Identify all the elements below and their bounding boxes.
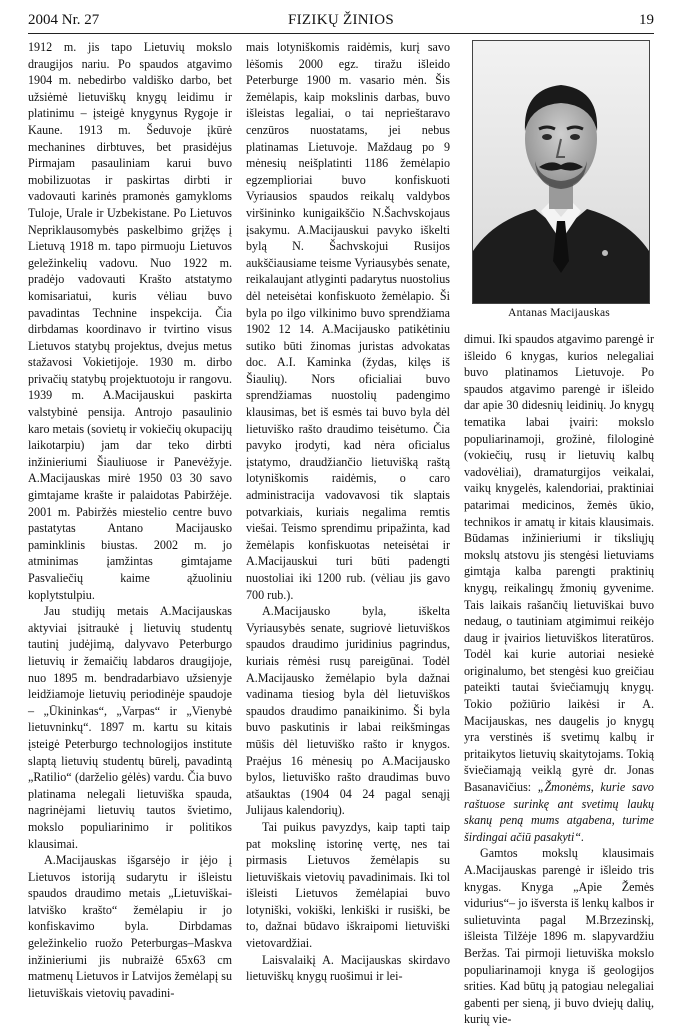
text-column-3 xyxy=(464,331,654,1028)
paragraph: A.Macijauskas išgarsėjo ir įėjo į Lietuvos istoriją sudarytu ir išleistu spaudos draudimo metais „Lietuviškai-latviško krašto“ žemėlapiu ir jo konfiskavimo byla. Dirbdamas geležinkelio ruožo Peterburgas–Maskva inžinieriumi jis nubraižė 65x63 cm matmenų Lietuvos ir Latvijos žemėlapį su lietuviškais vietovių pavadini- xyxy=(28,853,232,1000)
portrait-icon xyxy=(473,41,649,303)
photo-caption: Antanas Macijauskas xyxy=(508,307,610,319)
paragraph: Tai puikus pavyzdys, kaip tapti taip pat mokslinę istorinę vertę, nes tai pirmasis Lietuvos žemėlapis su lietuviškais vietovių pavadinimais. Iki tol išleisti Lietuvos žemėlapiai buvo lotyniški, vokiški, lenkiški ir rusiški, be to, dažnai būdavo iškraipomi lietuviški vietovardžiai. xyxy=(246,819,450,951)
header-rule xyxy=(28,33,654,34)
paragraph: mais lotyniškomis raidėmis, kurį savo lėšomis 2000 egz. tiražu išleido Peterburge 1900 m. vasario mėn. Šis žemėlapis, kaip mokslinis darbas, buvo išleistas legaliai, o tai neprieštaravo cenzūros nuostatams, jei nebus platinamas Lietuvoje. Maždaug po 9 mėnesių neišplatinti 1186 žemėlapio egzemplioriai buvo konfiskuoti Vyriausios spaudos reikalų valdybos viršininko kunigaikščio N.Šachvskojaus įsakymu. A.Macijauskui pavyko iškelti bylą N. Šachvskojui Rusijos aukščiausiame teisme Vyriausybės senate, reikalaujant atlyginti padarytus nuostolius dėl neteisėtai konfiskuoto žemėlapio. Ši byla po ilgo vilkinimo buvo sprendžiama 1902 12 14. A.Macijausko patikėtiniu sutiko būti žinomas juristas advokatas doc. A.I. Kaminka (žydas, kilęs iš Šiaulių). Nors oficialiai buvo sprendžiamas nuostolių padengimo klausimas, bet iš esmės tai buvo byla dėl lietuviško rašto draudimo teisėtumo. Čia pavyko įrodyti, kad nėra oficialus įstatymo, draudžiančio lietuvišką raštą lotyniškomis raidėmis, o caro administracija vadovavosi tik slaptais potvarkiais, kuriais negalima remtis viešai. Teismo sprendimu pripažinta, kad žemėlapis konfiskuotas neteisėtai ir A.Macijauskui turi būti padengti nuostoliai iki 1200 rub. (vėliau jis gavo 700 rub.). xyxy=(246,40,450,602)
page-header xyxy=(28,10,654,32)
paragraph: 1912 m. jis tapo Lietuvių mokslo draugijos nariu. Po spaudos atgavimo 1904 m. nebedirbo valdiško darbo, bet užsiėmė lietuviškų knygų leidimu ir platinimu – įsteigė knygynus Rygoje ir Kaune. 1913 m. Šeduvoje įkūrė mechanines dirbtuves, bet prasidėjus Pirmajam pasauliniam karui buvo mobilizuotas ir paskirtas dirbti ir vadovauti karinės pramonės gamykloms Tuloje, Urale ir Uzbekistane. Po Lietuvos Nepriklausomybės paskelbimo grįžęs į Lietuvą 1918 m. tapo pirmuoju Lietuvos geležinkelių vadovu. Nuo 1922 m. pradėjo vadovauti Krašto atstatymo komisariatui, kuris vėliau buvo pavadintas Technine inspekcija. Čia dirbdamas koordinavo ir tvirtino visus Lietuvos statybų projektus, dvejus metus stažavosi Vokietijoje. 1930 m. dirbo privačių statybų projektuotoju ir rangovu. 1939 m. A.Macijauskui paskirta valstybinė pensija. Antrojo pasaulinio karo metais (sovietų ir vokiečių okupacijų laikotarpiu) jam dar teko dirbti inžinieriumi Šiauliuose ir Panevėžyje. A.Macijauskas mirė 1950 03 30 savo gimtajame krašte ir palaidotas Pabiržėje. 2001 m. Pabiržės miestelio centre buvo pastatytas Antano Macijausko paminklinis biustas. 2002 m. jo atminimas įamžintas gimtajame Pasvaliečių kaime ąžuoliniu koplytstulpiu. xyxy=(28,40,232,602)
paragraph: Laisvalaikį A. Macijauskas skirdavo lietuviškų knygų ruošimui ir lei- xyxy=(246,952,450,984)
paragraph-text: dimui. Iki spaudos atgavimo parengė ir išleido 6 knygas, kurios nelegaliai buvo platinamos Lietuvoje. Po spaudos atgavimo parengė ir išleido dar apie 30 didesnių leidinių. Jo knygų tematika labai įvairi: mokslo populiarinamoji, grožinė, filologinė (vokiečių, rusų ir lietuvių kalbų vadovėliai), dramaturgijos veikalai, vaikų knygelės, kalendoriai, praktiniai patarimai medicinos, žemės ūkio, technikos ir amatų ir kitais klausimais. Būdamas inžinieriumi ir tiksliųjų mokslų atstovu jis stengėsi lietuviams gimtąja kalba parengti praktinių knygų, reikalingų žmonių gyvenime. Tais laikais rašančių lietuviškai buvo nedaug, o tautiniam atgimimui reikėjo daug ir įvairios lietuviškos literatūros. Todėl kai kurie autoriai nesiekė originalumo, bet stengėsi kuo greičiau pateikti tautai šviečiamųjų knygų. Tokio požiūrio laikėsi ir A. Macijauskas, nes daugelis jo knygų yra verstinės iš svetimų kalbų ir pritaikytos lietuvių skaitytojams. Tokią šviečiamąją veiklą gyrė dr. Jonas Basanavičius: xyxy=(464,332,654,795)
journal-title: FIZIKŲ ŽINIOS xyxy=(288,12,394,28)
quote: „Žmonėms, kurie savo raštuose surinkę ant svetimų laukų skanų peną mums atgabena, turime širdingai ačiū pasakyti“. xyxy=(464,780,654,844)
issue-number: 2004 Nr. 27 xyxy=(28,12,100,28)
portrait-photo xyxy=(472,40,650,304)
paragraph: Jau studijų metais A.Macijauskas aktyviai įsitraukė į lietuvių studentų tautinį judėjimą, dalyvavo Peterburgo lietuvių ir žemaičių labdaros draugijoje, nuo 1895 m. bendradarbiavo užsienyje leidžiamoje lietuvių periodinėje spaudoje – „Ūkininkas“, „Varpas“ ir „Vienybė lietuvninkų“. 1897 m. kartu su kitais įsteigė Peterburgo technologijos institute slaptą lietuvių studentų būrelį, pavadintą „Ratilio“ (darželio gėlės) vardu. Čia buvo platinama nelegali lietuviška spauda, nagrinėjami lietuvių tautos švietimo, mokslo populiarinimo ir politikos klausimai. xyxy=(28,604,232,851)
paragraph xyxy=(464,331,654,845)
paragraph: A.Macijausko byla, iškelta Vyriausybės senate, sugriovė lietuviškos spaudos draudimo juridinius pagrindus, kuriais rėmėsi rusų pareigūnai. Todėl A.Macijausko žemėlapio byla dažnai vadinama tiesiog byla dėl lietuviškos spaudos draudimo panaikinimo. Ši byla buvo paskutinis ir labai reikšmingas mūšis dėl lietuviško rašto ir knygos. Praėjus 16 mėnesių po A.Macijausko bylos, lietuviško rašto draudimas buvo atšauktas (1904 04 24 pagal senąjį Julijaus kalendorių). xyxy=(246,604,450,818)
page-number: 19 xyxy=(639,12,654,28)
paragraph: Gamtos mokslų klausimais A.Macijauskas parengė ir išleido tris knygas. Knyga „Apie Žemės vidurius“– jo išversta iš lenkų kalbos ir sulietuvinta pagal M.Brzezinskį, išleista Tilžėje 1896 m. slapyvardžiu Beržas. Tai pirmoji lietuviška mokslo populiarinamoji knyga iš geologijos srities. Kad būtų ją patogiau nelegaliai gabenti per sieną, ji buvo dviejų dalių, kurių vie- xyxy=(464,846,654,1027)
text-column-1 xyxy=(28,39,232,1001)
text-column-2 xyxy=(246,39,450,985)
